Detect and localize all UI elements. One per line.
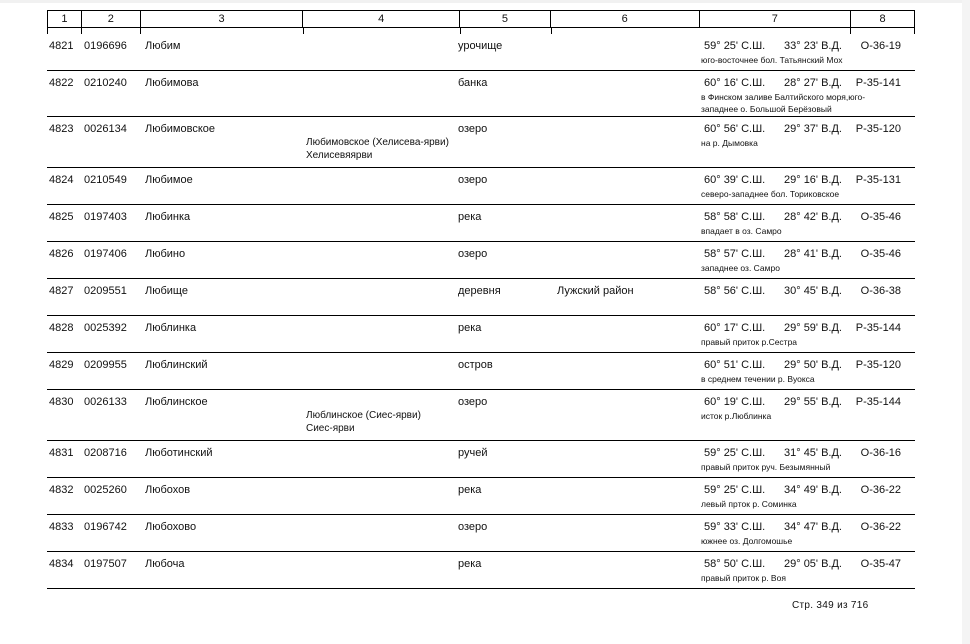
- page-counter: Стр. 349 из 716: [792, 600, 869, 611]
- header-col-7: 7: [700, 11, 852, 27]
- cell-lat: 59° 25' С.Ш.: [704, 40, 766, 52]
- cell-num: 4829: [49, 359, 74, 371]
- cell-name: Любохов: [145, 484, 191, 496]
- cell-lon: 29° 16' В.Д.: [784, 174, 842, 186]
- cell-lon: 28° 42' В.Д.: [784, 211, 842, 223]
- cell-lon: 29° 55' В.Д.: [784, 396, 842, 408]
- cell-alt: Любимовское (Хелисева-ярви) Хелисевяярви: [306, 137, 449, 161]
- header-col-4: 4: [303, 11, 460, 27]
- cell-note: южнее оз. Долгомошье: [701, 536, 793, 546]
- cell-district: Лужский район: [557, 285, 634, 297]
- header-col-5: 5: [460, 11, 551, 27]
- cell-name: Любище: [145, 285, 188, 297]
- cell-code: 0209551: [84, 285, 127, 297]
- scroll-gutter[interactable]: [962, 0, 970, 644]
- cell-num: 4831: [49, 447, 74, 459]
- cell-code: 0196696: [84, 40, 127, 52]
- cell-lat: 59° 33' С.Ш.: [704, 521, 766, 533]
- cell-code: 0197406: [84, 248, 127, 260]
- cell-name: Люботинский: [145, 447, 213, 459]
- cell-name: Любимова: [145, 77, 199, 89]
- cell-lat: 58° 58' С.Ш.: [704, 211, 766, 223]
- cell-lat: 58° 56' С.Ш.: [704, 285, 766, 297]
- cell-lon: 29° 59' В.Д.: [784, 322, 842, 334]
- cell-type: озеро: [458, 248, 488, 260]
- cell-num: 4822: [49, 77, 74, 89]
- header-col-6: 6: [551, 11, 700, 27]
- cell-lat: 60° 17' С.Ш.: [704, 322, 766, 334]
- cell-num: 4827: [49, 285, 74, 297]
- cell-code: 0197507: [84, 558, 127, 570]
- table-row: [47, 34, 915, 71]
- cell-lat: 58° 57' С.Ш.: [704, 248, 766, 260]
- table-row: [47, 316, 915, 353]
- cell-lon: 33° 23' В.Д.: [784, 40, 842, 52]
- cell-sheet: Р-35-120: [855, 359, 901, 371]
- cell-type: банка: [458, 77, 488, 89]
- cell-num: 4826: [49, 248, 74, 260]
- cell-code: 0210549: [84, 174, 127, 186]
- cell-lat: 60° 19' С.Ш.: [704, 396, 766, 408]
- cell-type: река: [458, 211, 482, 223]
- table-row: [47, 71, 915, 117]
- cell-note: правый приток р.Сестра: [701, 337, 798, 347]
- cell-alt: Люблинское (Сиес-ярви) Сиес-ярви: [306, 410, 421, 434]
- cell-name: Любимовское: [145, 123, 215, 135]
- table-row: [47, 205, 915, 242]
- cell-lon: 30° 45' В.Д.: [784, 285, 842, 297]
- cell-num: 4823: [49, 123, 74, 135]
- table-row: [47, 353, 915, 390]
- cell-sheet: О-35-47: [860, 558, 901, 570]
- table-row: [47, 478, 915, 515]
- cell-code: 0210240: [84, 77, 127, 89]
- cell-type: река: [458, 558, 482, 570]
- cell-note: на р. Дымовка: [701, 138, 758, 148]
- cell-type: река: [458, 484, 482, 496]
- cell-type: озеро: [458, 521, 488, 533]
- cell-name: Люблинский: [145, 359, 208, 371]
- cell-num: 4830: [49, 396, 74, 408]
- cell-lat: 60° 56' С.Ш.: [704, 123, 766, 135]
- cell-lon: 29° 37' В.Д.: [784, 123, 842, 135]
- cell-type: остров: [458, 359, 493, 371]
- cell-note: впадает в оз. Самро: [701, 226, 782, 236]
- cell-sheet: Р-35-141: [855, 77, 901, 89]
- cell-sheet: Р-35-144: [855, 322, 901, 334]
- table-body: [47, 34, 915, 589]
- table-row: [47, 515, 915, 552]
- header-col-8: 8: [879, 13, 886, 25]
- cell-note: в Финском заливе Балтийского моря,юго-западнее о. Большой Берёзовый: [701, 92, 866, 114]
- cell-type: озеро: [458, 396, 488, 408]
- cell-type: ручей: [458, 447, 488, 459]
- cell-name: Люблинка: [145, 322, 197, 334]
- cell-lat: 58° 50' С.Ш.: [704, 558, 766, 570]
- cell-lat: 60° 51' С.Ш.: [704, 359, 766, 371]
- cell-lon: 28° 41' В.Д.: [784, 248, 842, 260]
- table-row: [47, 552, 915, 589]
- cell-note: левый пpток р. Соминка: [701, 499, 797, 509]
- cell-num: 4825: [49, 211, 74, 223]
- cell-code: 0208716: [84, 447, 127, 459]
- cell-name: Люблинское: [145, 396, 208, 408]
- cell-name: Любоча: [145, 558, 185, 570]
- cell-sheet: О-36-22: [860, 521, 901, 533]
- cell-sheet: Р-35-131: [855, 174, 901, 186]
- cell-name: Любохово: [145, 521, 197, 533]
- cell-num: 4821: [49, 40, 74, 52]
- cell-code: 0209955: [84, 359, 127, 371]
- header-col-3: 3: [141, 11, 304, 27]
- cell-note: юго-восточнее бол. Татьянский Мох: [701, 55, 843, 65]
- cell-lat: 59° 25' С.Ш.: [704, 447, 766, 459]
- table-row: [47, 168, 915, 205]
- cell-sheet: О-36-22: [860, 484, 901, 496]
- cell-note: правый приток р. Воя: [701, 573, 786, 583]
- cell-lat: 60° 39' С.Ш.: [704, 174, 766, 186]
- cell-num: 4832: [49, 484, 74, 496]
- cell-lon: 29° 05' В.Д.: [784, 558, 842, 570]
- cell-type: деревня: [458, 285, 501, 297]
- cell-code: 0026134: [84, 123, 127, 135]
- cell-sheet: О-36-38: [860, 285, 901, 297]
- cell-sheet: Р-35-144: [855, 396, 901, 408]
- cell-code: 0026133: [84, 396, 127, 408]
- table-header: [47, 10, 915, 28]
- cell-code: 0025392: [84, 322, 127, 334]
- cell-type: урочище: [458, 40, 503, 52]
- cell-name: Любимое: [145, 174, 193, 186]
- cell-lon: 34° 47' В.Д.: [784, 521, 842, 533]
- cell-note: в среднем течении р. Вуокса: [701, 374, 815, 384]
- cell-code: 0025260: [84, 484, 127, 496]
- cell-num: 4824: [49, 174, 74, 186]
- cell-lat: 59° 25' С.Ш.: [704, 484, 766, 496]
- cell-lon: 28° 27' В.Д.: [784, 77, 842, 89]
- cell-name: Любино: [145, 248, 186, 260]
- header-col-2: 2: [82, 11, 141, 27]
- header-col-1: 1: [48, 11, 82, 27]
- table-row: [47, 390, 915, 441]
- cell-sheet: Р-35-120: [855, 123, 901, 135]
- cell-num: 4834: [49, 558, 74, 570]
- cell-sheet: О-35-46: [860, 211, 901, 223]
- cell-name: Любинка: [145, 211, 191, 223]
- cell-sheet: О-36-16: [860, 447, 901, 459]
- cell-type: озеро: [458, 174, 488, 186]
- cell-note: северо-западнее бол. Ториковское: [701, 189, 840, 199]
- table-row: [47, 441, 915, 478]
- cell-lat: 60° 16' С.Ш.: [704, 77, 766, 89]
- table-row: [47, 117, 915, 168]
- cell-lon: 31° 45' В.Д.: [784, 447, 842, 459]
- cell-code: 0197403: [84, 211, 127, 223]
- top-bar: [0, 0, 970, 3]
- cell-note: западнее оз. Самро: [701, 263, 780, 273]
- cell-sheet: О-35-46: [860, 248, 901, 260]
- cell-code: 0196742: [84, 521, 127, 533]
- cell-num: 4833: [49, 521, 74, 533]
- cell-sheet: О-36-19: [860, 40, 901, 52]
- cell-note: исток р.Люблинка: [701, 411, 772, 421]
- cell-name: Любим: [145, 40, 181, 52]
- cell-lon: 34° 49' В.Д.: [784, 484, 842, 496]
- cell-lon: 29° 50' В.Д.: [784, 359, 842, 371]
- cell-note: правый приток руч. Безымянный: [701, 462, 831, 472]
- table-row: [47, 242, 915, 279]
- cell-type: озеро: [458, 123, 488, 135]
- table-row: [47, 279, 915, 316]
- cell-num: 4828: [49, 322, 74, 334]
- cell-type: река: [458, 322, 482, 334]
